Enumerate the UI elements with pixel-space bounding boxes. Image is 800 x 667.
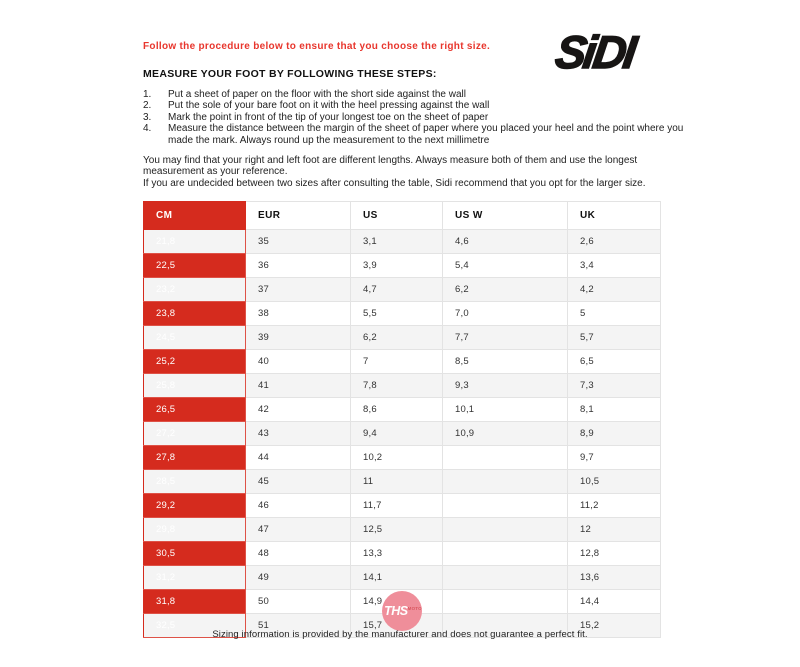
table-cell: 23,2	[144, 278, 246, 302]
table-row	[144, 350, 661, 374]
table-row	[144, 398, 661, 422]
table-cell: 4,2	[568, 278, 661, 302]
table-cell	[443, 470, 568, 494]
table-row	[144, 446, 661, 470]
table-cell: 15,7	[351, 614, 443, 638]
table-cell: 38	[246, 302, 351, 326]
table-cell: 49	[246, 566, 351, 590]
steps-heading: MEASURE YOUR FOOT BY FOLLOWING THESE STEPS:	[143, 68, 437, 80]
table-cell: 42	[246, 398, 351, 422]
table-cell: 14,9	[351, 590, 443, 614]
table-row	[144, 374, 661, 398]
table-cell: 4,7	[351, 278, 443, 302]
table-row	[144, 494, 661, 518]
step-number: 1.	[143, 89, 152, 100]
step-text: Mark the point in front of the tip of your longest toe on the sheet of paper	[168, 111, 489, 123]
table-cell: 25,8	[144, 374, 246, 398]
table-cell: 7,0	[443, 302, 568, 326]
size-conversion-table	[143, 201, 661, 638]
table-cell: 22,5	[144, 254, 246, 278]
table-cell: 43	[246, 422, 351, 446]
table-cell: 7	[351, 350, 443, 374]
table-row	[144, 542, 661, 566]
table-cell: 29,2	[144, 494, 246, 518]
table-cell: 6,2	[443, 278, 568, 302]
measurement-notes	[143, 155, 700, 189]
content-column	[143, 41, 700, 638]
table-cell: 11,2	[568, 494, 661, 518]
table-cell: 10,5	[568, 470, 661, 494]
table-row	[144, 518, 661, 542]
table-cell: 5,5	[351, 302, 443, 326]
table-cell	[443, 542, 568, 566]
table-cell: 40	[246, 350, 351, 374]
table-cell: 8,1	[568, 398, 661, 422]
column-header: US W	[443, 202, 568, 230]
table-cell: 30,5	[144, 542, 246, 566]
table-cell: 25,2	[144, 350, 246, 374]
table-cell: 11	[351, 470, 443, 494]
table-cell: 7,8	[351, 374, 443, 398]
step-number: 3.	[143, 111, 152, 123]
note-text: You may find that your right and left foot are different lengths. Always measure both of them and use the longest measurement as your reference.	[143, 155, 638, 178]
table-cell: 36	[246, 254, 351, 278]
table-cell: 3,1	[351, 230, 443, 254]
table-cell: 6,5	[568, 350, 661, 374]
table-row	[144, 254, 661, 278]
column-header: CM	[144, 202, 246, 230]
watermark-secondary-label: MOTO	[407, 606, 422, 611]
table-cell: 39	[246, 326, 351, 350]
table-row	[144, 278, 661, 302]
table-cell: 6,2	[351, 326, 443, 350]
table-cell: 5	[568, 302, 661, 326]
note-text: If you are undecided between two sizes after consulting the table, Sidi recommend that you opt for the larger size.	[143, 177, 646, 189]
table-cell: 11,7	[351, 494, 443, 518]
table-cell	[443, 446, 568, 470]
table-cell: 2,6	[568, 230, 661, 254]
table-cell	[443, 494, 568, 518]
table-cell: 15,2	[568, 614, 661, 638]
table-cell: 10,1	[443, 398, 568, 422]
table-cell: 12	[568, 518, 661, 542]
table-header-row	[144, 202, 661, 230]
table-cell: 12,5	[351, 518, 443, 542]
table-cell: 46	[246, 494, 351, 518]
step-text: Measure the distance between the margin of the sheet of paper where you placed your heel and the point where you made the mark. Always round up the measurement to the next millimetre	[168, 123, 684, 146]
table-cell: 31,8	[144, 590, 246, 614]
table-cell: 31,2	[144, 566, 246, 590]
sidi-logo: SiDI	[552, 26, 638, 78]
table-row	[144, 422, 661, 446]
table-cell: 10,9	[443, 422, 568, 446]
table-cell: 51	[246, 614, 351, 638]
table-cell: 14,1	[351, 566, 443, 590]
table-cell: 47	[246, 518, 351, 542]
table-cell: 5,4	[443, 254, 568, 278]
table-cell: 50	[246, 590, 351, 614]
table-row	[144, 470, 661, 494]
ths-moto-watermark	[382, 591, 422, 631]
column-header: US	[351, 202, 443, 230]
list-item	[143, 100, 700, 111]
table-cell: 14,4	[568, 590, 661, 614]
table-cell: 28,5	[144, 470, 246, 494]
table-cell: 9,7	[568, 446, 661, 470]
table-cell: 48	[246, 542, 351, 566]
table-cell: 21,8	[144, 230, 246, 254]
table-cell: 29,8	[144, 518, 246, 542]
table-cell: 7,3	[568, 374, 661, 398]
table-cell: 4,6	[443, 230, 568, 254]
watermark-text	[384, 605, 422, 617]
table-cell: 37	[246, 278, 351, 302]
table-cell: 3,9	[351, 254, 443, 278]
table-body	[144, 230, 661, 638]
table-cell: 5,7	[568, 326, 661, 350]
table-cell	[443, 590, 568, 614]
measuring-steps-list	[143, 89, 700, 146]
table-row	[144, 302, 661, 326]
table-cell: 10,2	[351, 446, 443, 470]
table-cell: 13,3	[351, 542, 443, 566]
step-text: Put the sole of your bare foot on it with the heel pressing against the wall	[168, 100, 490, 112]
table-cell: 7,7	[443, 326, 568, 350]
table-cell: 8,6	[351, 398, 443, 422]
table-cell: 41	[246, 374, 351, 398]
manufacturer-disclaimer: Sizing information is provided by the manufacturer and does not guarantee a perfect fit.	[212, 629, 588, 640]
table-cell: 27,8	[144, 446, 246, 470]
table-cell: 8,5	[443, 350, 568, 374]
table-cell: 9,3	[443, 374, 568, 398]
table-cell: 32,5	[144, 614, 246, 638]
list-item	[143, 123, 700, 146]
table-cell: 35	[246, 230, 351, 254]
watermark-primary-label: THS	[384, 604, 408, 618]
table-cell	[443, 566, 568, 590]
table-cell: 26,5	[144, 398, 246, 422]
table-cell: 45	[246, 470, 351, 494]
table-row	[144, 230, 661, 254]
intro-title: Follow the procedure below to ensure that you choose the right size.	[143, 41, 491, 52]
table-row	[144, 566, 661, 590]
table-cell: 27,2	[144, 422, 246, 446]
list-item	[143, 112, 700, 123]
table-cell: 44	[246, 446, 351, 470]
table-cell: 23,8	[144, 302, 246, 326]
step-text: Put a sheet of paper on the floor with the short side against the wall	[168, 89, 466, 100]
table-row	[144, 326, 661, 350]
column-header: UK	[568, 202, 661, 230]
table-cell: 24,5	[144, 326, 246, 350]
column-header: EUR	[246, 202, 351, 230]
table-cell: 8,9	[568, 422, 661, 446]
table-cell	[443, 518, 568, 542]
list-item	[143, 89, 700, 100]
table-cell: 12,8	[568, 542, 661, 566]
step-number: 2.	[143, 100, 152, 112]
table-cell: 13,6	[568, 566, 661, 590]
step-number: 4.	[143, 123, 152, 135]
table-cell: 3,4	[568, 254, 661, 278]
table-cell: 9,4	[351, 422, 443, 446]
